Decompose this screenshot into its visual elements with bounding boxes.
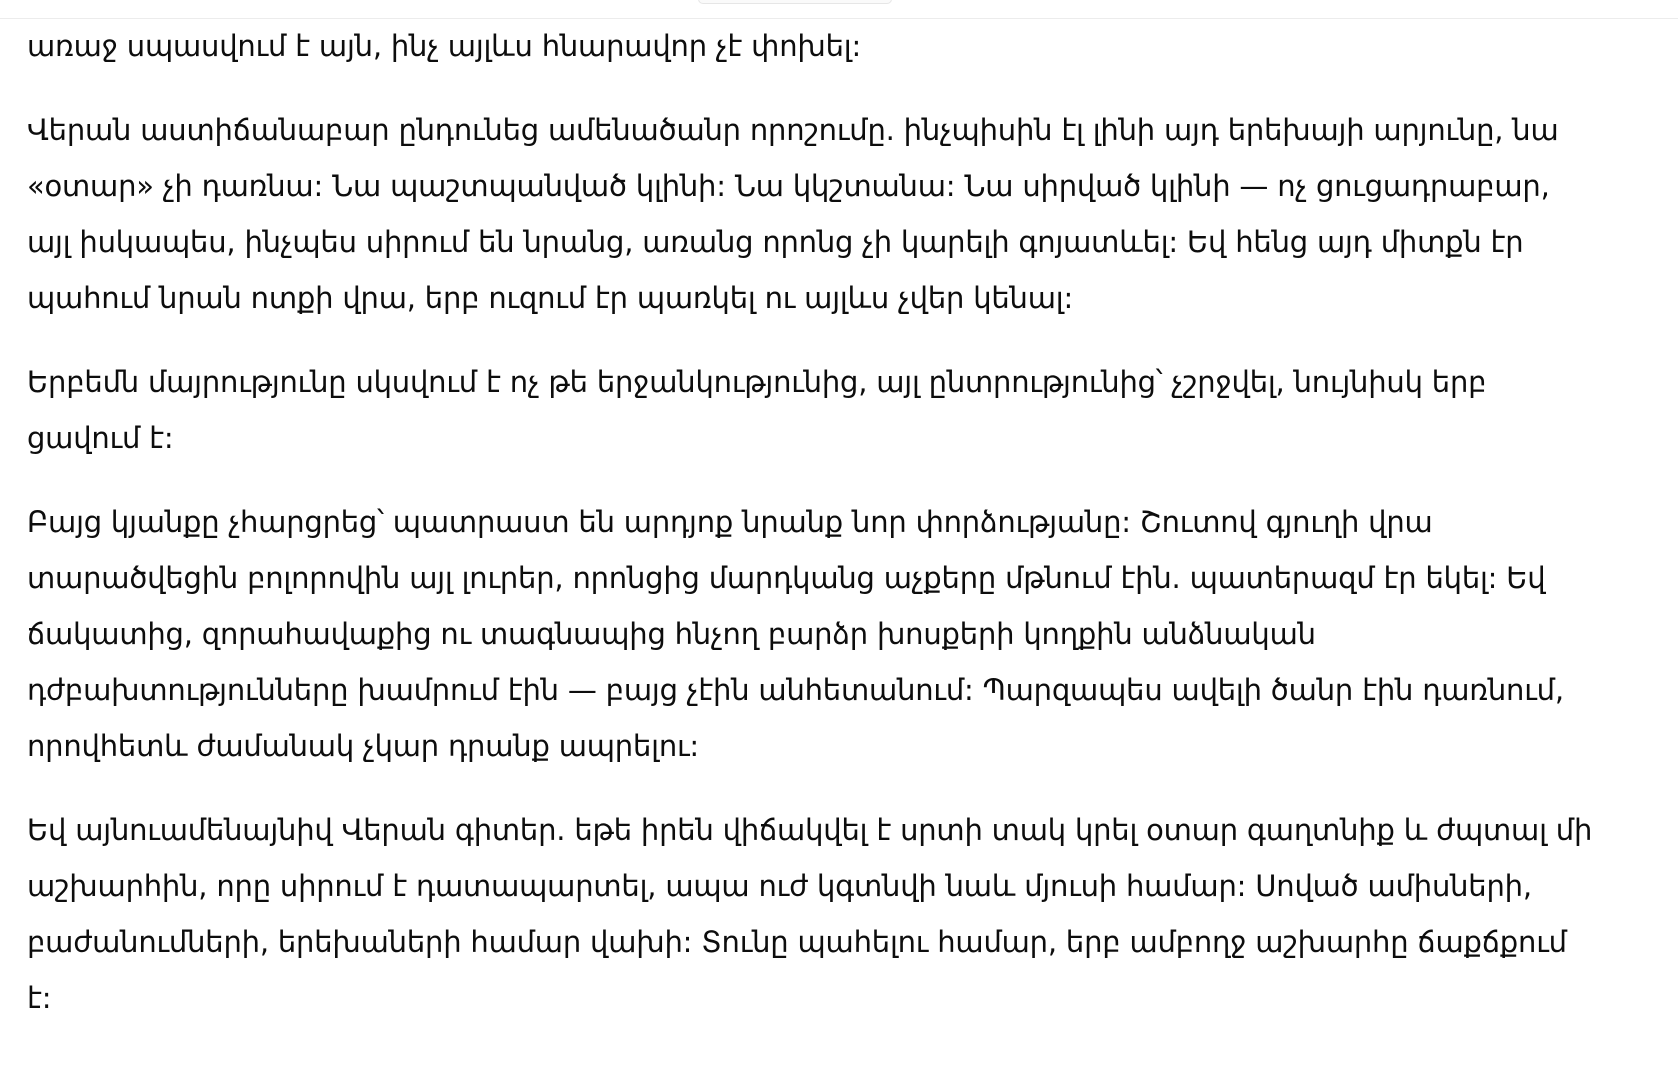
paragraph: Երբեմն մայրությունը սկսվում է ոչ թե երջանկությունից, այլ ընտրությունից՝ չշրջվել, նույնիսկ երբ ցավում է: bbox=[27, 365, 1487, 455]
paragraph: առաջ սպասվում է այն, ինչ այլևս հնարավոր չէ փոխել: bbox=[27, 29, 862, 63]
paragraph: Եվ այնուամենայնիվ Վերան գիտեր. եթե իրեն վիճակվել է սրտի տակ կրել օտար գաղտնիք և ժպտալ մի աշխարհին, որը սիրում է դատապարտել, ապա ուժ կգտնվի նաև մյուսի համար: Սոված ամիսների, բաժանումների, երեխաների համար վախի: Տունը պահելու համար, երբ ամբողջ աշխարհը ճաքճքում է: bbox=[27, 813, 1593, 1015]
top-bar bbox=[0, 0, 1678, 19]
document-body bbox=[27, 18, 1597, 1054]
paragraph: Վերան աստիճանաբար ընդունեց ամենածանր որոշումը. ինչպիսին էլ լինի այդ երեխայի արյունը, նա «օտար» չի դառնա: Նա պաշտպանված կլինի: Նա կկշտանա: Նա սիրված կլինի — ոչ ցուցադրաբար, այլ իսկապես, ինչպես սիրում են նրանց, առանց որոնց չի կարելի գոյատևել: Եվ հենց այդ միտքն էր պահում նրան ոտքի վրա, երբ ուզում էր պառկել ու այլևս չվեր կենալ: bbox=[27, 113, 1559, 315]
top-pill bbox=[698, 0, 892, 4]
paragraph: Բայց կյանքը չհարցրեց՝ պատրաստ են արդյոք նրանք նոր փորձությանը: Շուտով գյուղի վրա տարածվեցին բոլորովին այլ լուրեր, որոնցից մարդկանց աչքերը մթնում էին. պատերազմ էր եկել: Եվ ճակատից, զորահավաքից ու տագնապից հնչող բարձր խոսքերի կողքին անձնական դժբախտությունները խամրում էին — բայց չէին անհետանում: Պարզապես ավելի ծանր էին դառնում, որովհետև ժամանակ չկար դրանք ապրելու: bbox=[27, 505, 1564, 763]
